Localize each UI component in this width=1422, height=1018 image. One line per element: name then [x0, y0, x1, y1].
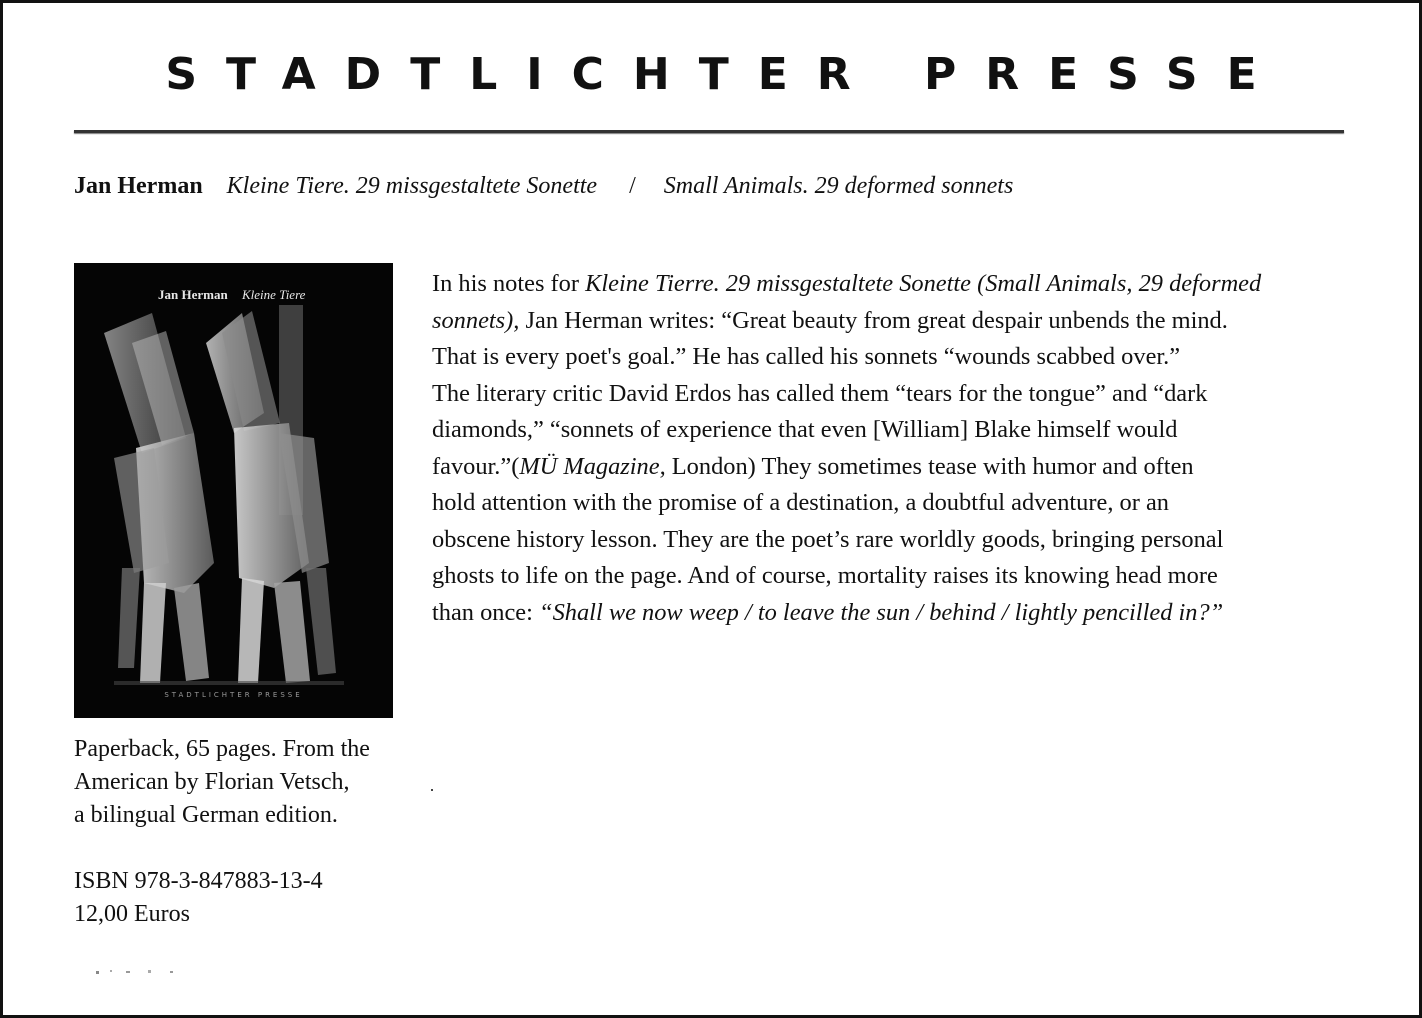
description-line [432, 449, 1332, 486]
details-spacer [74, 832, 414, 865]
description-text: In his notes for [432, 270, 586, 297]
byline-title-english: Small Animals. 29 deformed sonnets [663, 173, 1014, 199]
poem-quote-italic: “Shall we now weep / to leave the sun / behind / lightly pencilled in?” [539, 598, 1224, 626]
byline-separator: / [629, 173, 636, 199]
description-line [432, 595, 1332, 632]
stray-mark [431, 789, 433, 791]
stray-specks [96, 969, 186, 975]
price: 12,00 Euros [74, 901, 190, 927]
details-line: a bilingual German edition. [74, 802, 338, 828]
description-line: hold attention with the promise of a destination, a doubtful adventure, or an [432, 489, 1169, 516]
description-text: Jan Herman writes: “Great beauty from great despair unbends the mind. [519, 306, 1228, 334]
header-divider [74, 130, 1344, 133]
isbn: ISBN 978-3-847883-13-4 [74, 868, 323, 894]
description-line: obscene history lesson. They are the poet’s rare worldly goods, bringing personal [432, 525, 1224, 553]
description-line: The literary critic David Erdos has called them “tears for the tongue” and “dark [432, 379, 1208, 407]
cover-publisher-text: STADTLICHTER PRESSE [164, 691, 303, 699]
description-text: favour.”( [432, 452, 520, 480]
book-cover-image [74, 263, 393, 718]
cover-author-text: Jan Herman [158, 287, 228, 302]
description-text: than once: [432, 598, 540, 626]
description-line: ghosts to life on the page. And of course, mortality raises its knowing head more [432, 562, 1218, 589]
details-line: Paperback, 65 pages. From the [74, 736, 370, 762]
description-title-italic: sonnets), [432, 306, 520, 334]
publisher-masthead: STADTLICHTER PRESSE [165, 49, 1286, 100]
description-text: London) They sometimes tease with humor and often [665, 452, 1194, 480]
cover-title-text: Kleine Tiere [242, 287, 306, 302]
book-details [74, 733, 414, 931]
description-line [432, 266, 1332, 303]
byline-author: Jan Herman [74, 173, 203, 199]
description-line [432, 303, 1332, 340]
description-title-italic: Kleine Tierre. 29 missgestaltete Sonette (Small Animals, 29 deformed [585, 270, 1262, 297]
description-line: diamonds,” “sonnets of experience that even [William] Blake himself would [432, 416, 1178, 443]
description-line: That is every poet's goal.” He has called his sonnets “wounds scabbed over.” [432, 343, 1181, 370]
byline-title-german: Kleine Tiere. 29 missgestaltete Sonette [226, 173, 598, 199]
cover-artwork [74, 263, 393, 718]
details-line: American by Florian Vetsch, [74, 769, 350, 795]
book-byline [74, 170, 1013, 202]
magazine-name-italic: MÜ Magazine, [519, 452, 666, 480]
book-description [432, 266, 1332, 631]
